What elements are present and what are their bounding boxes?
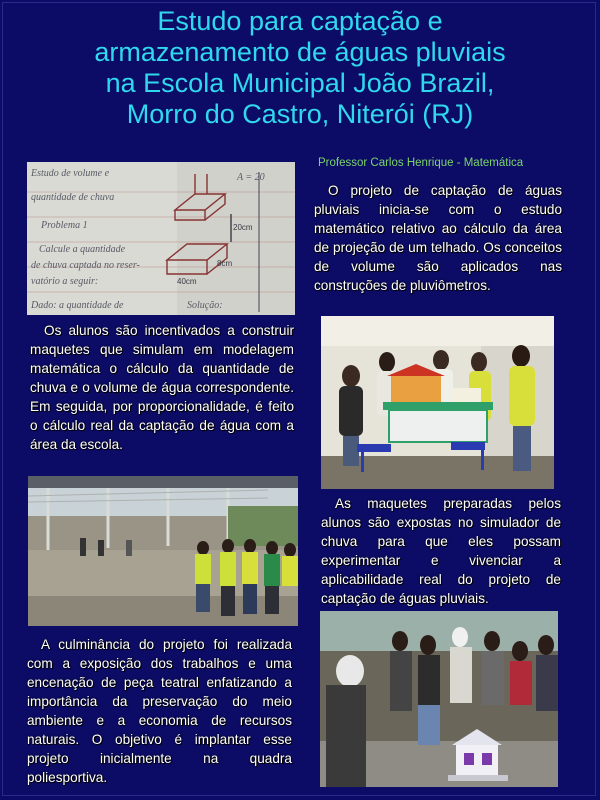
page-title [0,6,600,130]
wb-dim-3: 40cm [177,277,197,286]
wb-text-6: vatório a seguir: [31,276,99,287]
wb-text-2: quantidade de chuva [31,192,115,203]
title-line-1: Estudo para captação e [157,6,443,36]
wb-dim-2: 8cm [217,259,233,268]
whiteboard-photo [27,162,295,315]
wb-text-3: Problema 1 [41,220,88,231]
wb-text-1: Estudo de volume e [31,168,110,179]
paragraph-4: A culminância do projeto foi realizada com a exposição dos trabalhos e uma encenação de peça teatral enfatizando a importância da preservação do meio ambiente e a economia de recursos naturais. O objetivo é implantar esse projeto inicialmente na quadra poliesportiva. [27,637,292,785]
paragraph-3: As maquetes preparadas pelos alunos são expostas no simulador de chuva para que eles possam experimentar e vivenciar a aplicabilidade real do projeto de captação de águas pluviais. [321,496,561,606]
courtyard-photo [28,476,298,626]
paragraph-2: Os alunos são incentivados a construir maquetes que simulam em modelagem matemática o cálculo da quantidade de chuva e o volume de água correspondente. Em seguida, por proporcionalidade, é feito o cálculo real da captação de água com a área da escola. [30,323,294,452]
wb-dim-1: 20cm [233,223,253,232]
exhibition-photo [320,611,558,787]
paragraph-1: O projeto de captação de águas pluviais inicia-se com o estudo matemático relativo ao cálculo da área de projeção de um telhado. Os conceitos de volume são aplicados nas construções de pluviômetros. [314,183,562,293]
wb-text-7: Dado: a quantidade de [31,300,124,311]
students-model-photo [321,316,554,489]
wb-text-8: Solução: [187,300,223,311]
author-credit: Professor Carlos Henrique - Matemática [318,157,524,169]
title-line-4: Morro do Castro, Niterói (RJ) [126,99,474,129]
wb-text-9: A = 20 [237,172,265,183]
title-line-2: armazenamento de águas pluviais [94,37,506,67]
wb-text-5: de chuva captada no reser- [31,260,140,271]
title-line-3: na Escola Municipal João Brazil, [105,68,495,98]
wb-text-4: Calcule a quantidade [39,244,126,255]
